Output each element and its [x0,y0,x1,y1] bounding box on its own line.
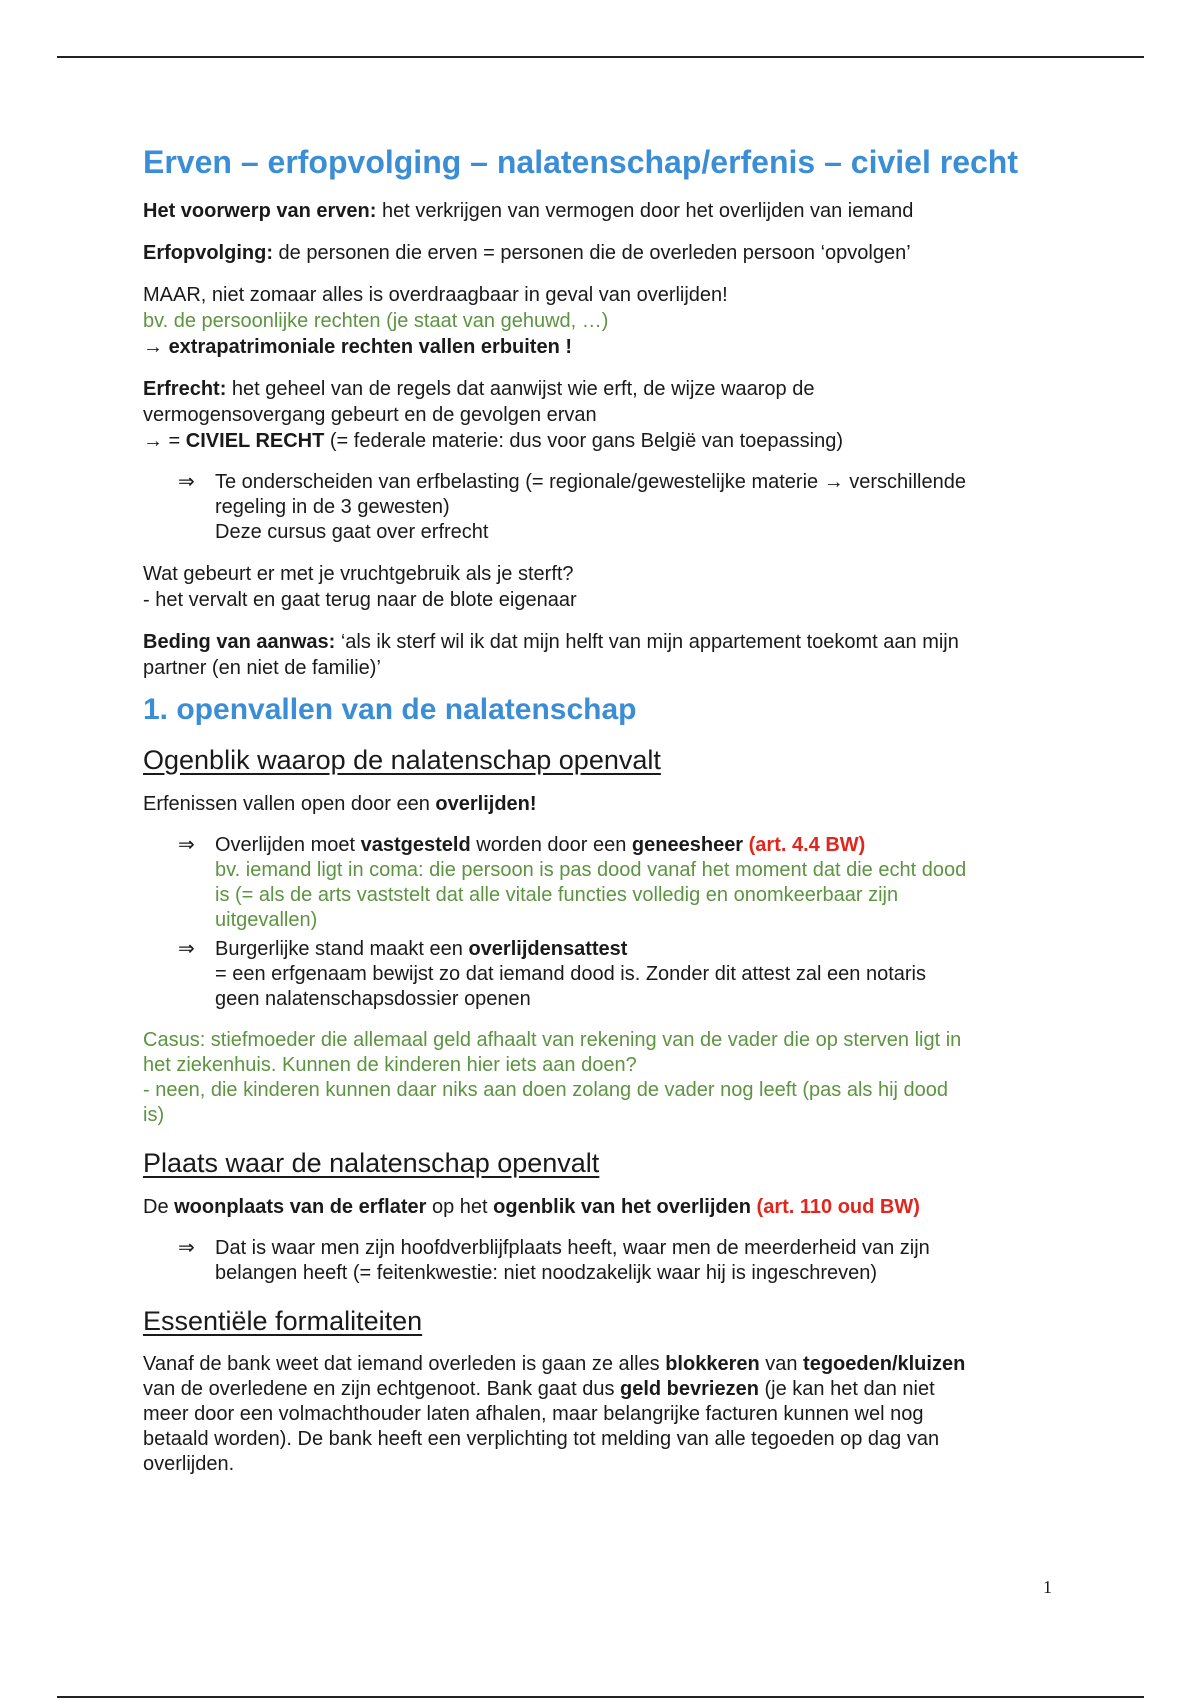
subsection-heading: Essentiële formaliteiten [143,1306,423,1336]
paragraph-maar [143,282,1073,360]
arrow-icon: → = [143,430,186,452]
paragraph-erfopvolging [143,240,1073,266]
text: Vanaf de bank weet dat iemand overleden is gaan ze alles [143,1353,666,1375]
text-line [143,1377,1073,1402]
emphasis: overlijden! [435,793,537,815]
emphasis: woonplaats van de erflater [174,1196,427,1218]
text-line: Dat is waar men zijn hoofdverblijfplaats heeft, waar men de meerderheid van zijn [215,1237,930,1259]
emphasis: overlijdensattest [468,938,628,960]
text: De [143,1196,175,1218]
text-line [143,376,1073,402]
text: Erfenissen vallen open door een [143,793,436,815]
text-line: overlijden. [143,1453,235,1475]
text-line: = een erfgenaam bewijst zo dat iemand dood is. Zonder dit attest zal een notaris [215,963,926,985]
emphasis: tegoeden/kluizen [803,1353,966,1375]
text-line [215,937,1073,962]
bullet-item [143,833,1073,933]
text-line: - neen, die kinderen kunnen daar niks aan doen zolang de vader nog leeft (pas als hij dood [143,1079,949,1101]
text-line: Te onderscheiden van erfbelasting (= regionale/gewestelijke materie → verschillende [215,471,966,493]
example-line: is (= als de arts vaststelt dat alle vitale functies volledig en onomkeerbaar zijn [215,884,899,906]
text: Overlijden moet [215,834,361,856]
text: Burgerlijke stand maakt een [215,938,469,960]
text-line: regeling in de 3 gewesten) [215,496,450,518]
document-body [143,140,1073,1493]
bullet-list [143,833,1073,1012]
text-line: is) [143,1104,165,1126]
term-label: Erfrecht: [143,378,227,400]
term-text: de personen die erven = personen die de overleden persoon ‘opvolgen’ [272,242,911,264]
text-line: Wat gebeurt er met je vruchtgebruik als je sterft? [143,563,574,585]
document-title: Erven – erfopvolging – nalatenschap/erfenis – civiel recht [143,144,1018,180]
text-line [143,1352,1073,1377]
text-line: belangen heeft (= feitenkwestie: niet noodzakelijk waar hij is ingeschreven) [215,1262,878,1284]
term-label: Het voorwerp van erven: [143,200,377,222]
text: op het [426,1196,494,1218]
term-label: Beding van aanwas: [143,631,336,653]
section-heading: 1. openvallen van de nalatenschap [143,693,637,726]
bullet-item [143,1236,1073,1286]
term-text: ‘als ik sterf wil ik dat mijn helft van mijn appartement toekomt aan mijn [335,631,959,653]
paragraph-voorwerp [143,198,1073,224]
bullet-list [143,1236,1073,1286]
emphasis: ogenblik van het overlijden [493,1196,751,1218]
term-text: het geheel van de regels dat aanwijst wie erft, de wijze waarop de [226,378,815,400]
double-arrow-icon: ⇒ [178,834,195,856]
law-reference: (art. 4.4 BW) [743,834,866,856]
example-line: uitgevallen) [215,909,318,931]
text-line [215,833,1073,858]
text: van de overledene en zijn echtgenoot. Bank gaat dus [143,1378,621,1400]
text-line: meer door een volmachthouder laten afhalen, maar belangrijke facturen kunnen wel nog [143,1403,924,1425]
text: (= federale materie: dus voor gans België van toepassing) [324,430,843,452]
paragraph-erfrecht [143,376,1073,454]
text-line: partner (en niet de familie)’ [143,657,381,679]
paragraph-overlijden [143,791,1073,817]
text-line: MAAR, niet zomaar alles is overdraagbaar in geval van overlijden! [143,284,728,306]
example-line: bv. iemand ligt in coma: die persoon is pas dood vanaf het moment dat die echt dood [215,859,967,881]
text-line: betaald worden). De bank heeft een verplichting tot melding van alle tegoeden op dag van [143,1428,940,1450]
paragraph-formaliteiten [143,1352,1073,1477]
law-reference: (art. 110 oud BW) [750,1196,920,1218]
emphasis: geld bevriezen [620,1378,759,1400]
text: worden door een [470,834,632,856]
term-text: het verkrijgen van vermogen door het overlijden van iemand [376,200,914,222]
text: van [759,1353,804,1375]
emphasis: vastgesteld [360,834,471,856]
bullet-item [143,470,1073,545]
emphasis: CIVIEL RECHT [185,430,325,452]
double-arrow-icon: ⇒ [178,471,195,493]
text-line: het ziekenhuis. Kunnen de kinderen hier iets aan doen? [143,1054,637,1076]
paragraph-vruchtgebruik [143,561,1073,613]
double-arrow-icon: ⇒ [178,938,195,960]
bullet-list [143,470,1073,545]
casus-paragraph [143,1028,1073,1128]
example-line: bv. de persoonlijke rechten (je staat van gehuwd, …) [143,310,609,332]
text-line: - het vervalt en gaat terug naar de blote eigenaar [143,589,577,611]
conclusion-text: extrapatrimoniale rechten vallen erbuiten ! [168,336,573,358]
text-line: geen nalatenschapsdossier openen [215,988,531,1010]
text-line [143,428,1073,454]
text-line: Deze cursus gaat over erfrecht [215,521,489,543]
footer-rule [57,1696,1144,1698]
text-line: Casus: stiefmoeder die allemaal geld afhaalt van rekening van de vader die op sterven ligt in [143,1029,962,1051]
bullet-item [143,937,1073,1012]
text: (je kan het dan niet [758,1378,935,1400]
term-label: Erfopvolging: [143,242,273,264]
emphasis: blokkeren [665,1353,760,1375]
emphasis: geneesheer [631,834,744,856]
page-number: 1 [1043,1577,1052,1597]
text-line: vermogensovergang gebeurt en de gevolgen ervan [143,404,597,426]
subsection-heading: Ogenblik waarop de nalatenschap openvalt [143,745,661,775]
double-arrow-icon: ⇒ [178,1237,195,1259]
header-rule [57,56,1144,58]
conclusion-line [143,334,1073,360]
paragraph-aanwas [143,629,1073,681]
paragraph-woonplaats [143,1194,1073,1220]
arrow-icon: → [143,336,169,358]
subsection-heading: Plaats waar de nalatenschap openvalt [143,1148,600,1178]
text-line [143,629,1073,655]
